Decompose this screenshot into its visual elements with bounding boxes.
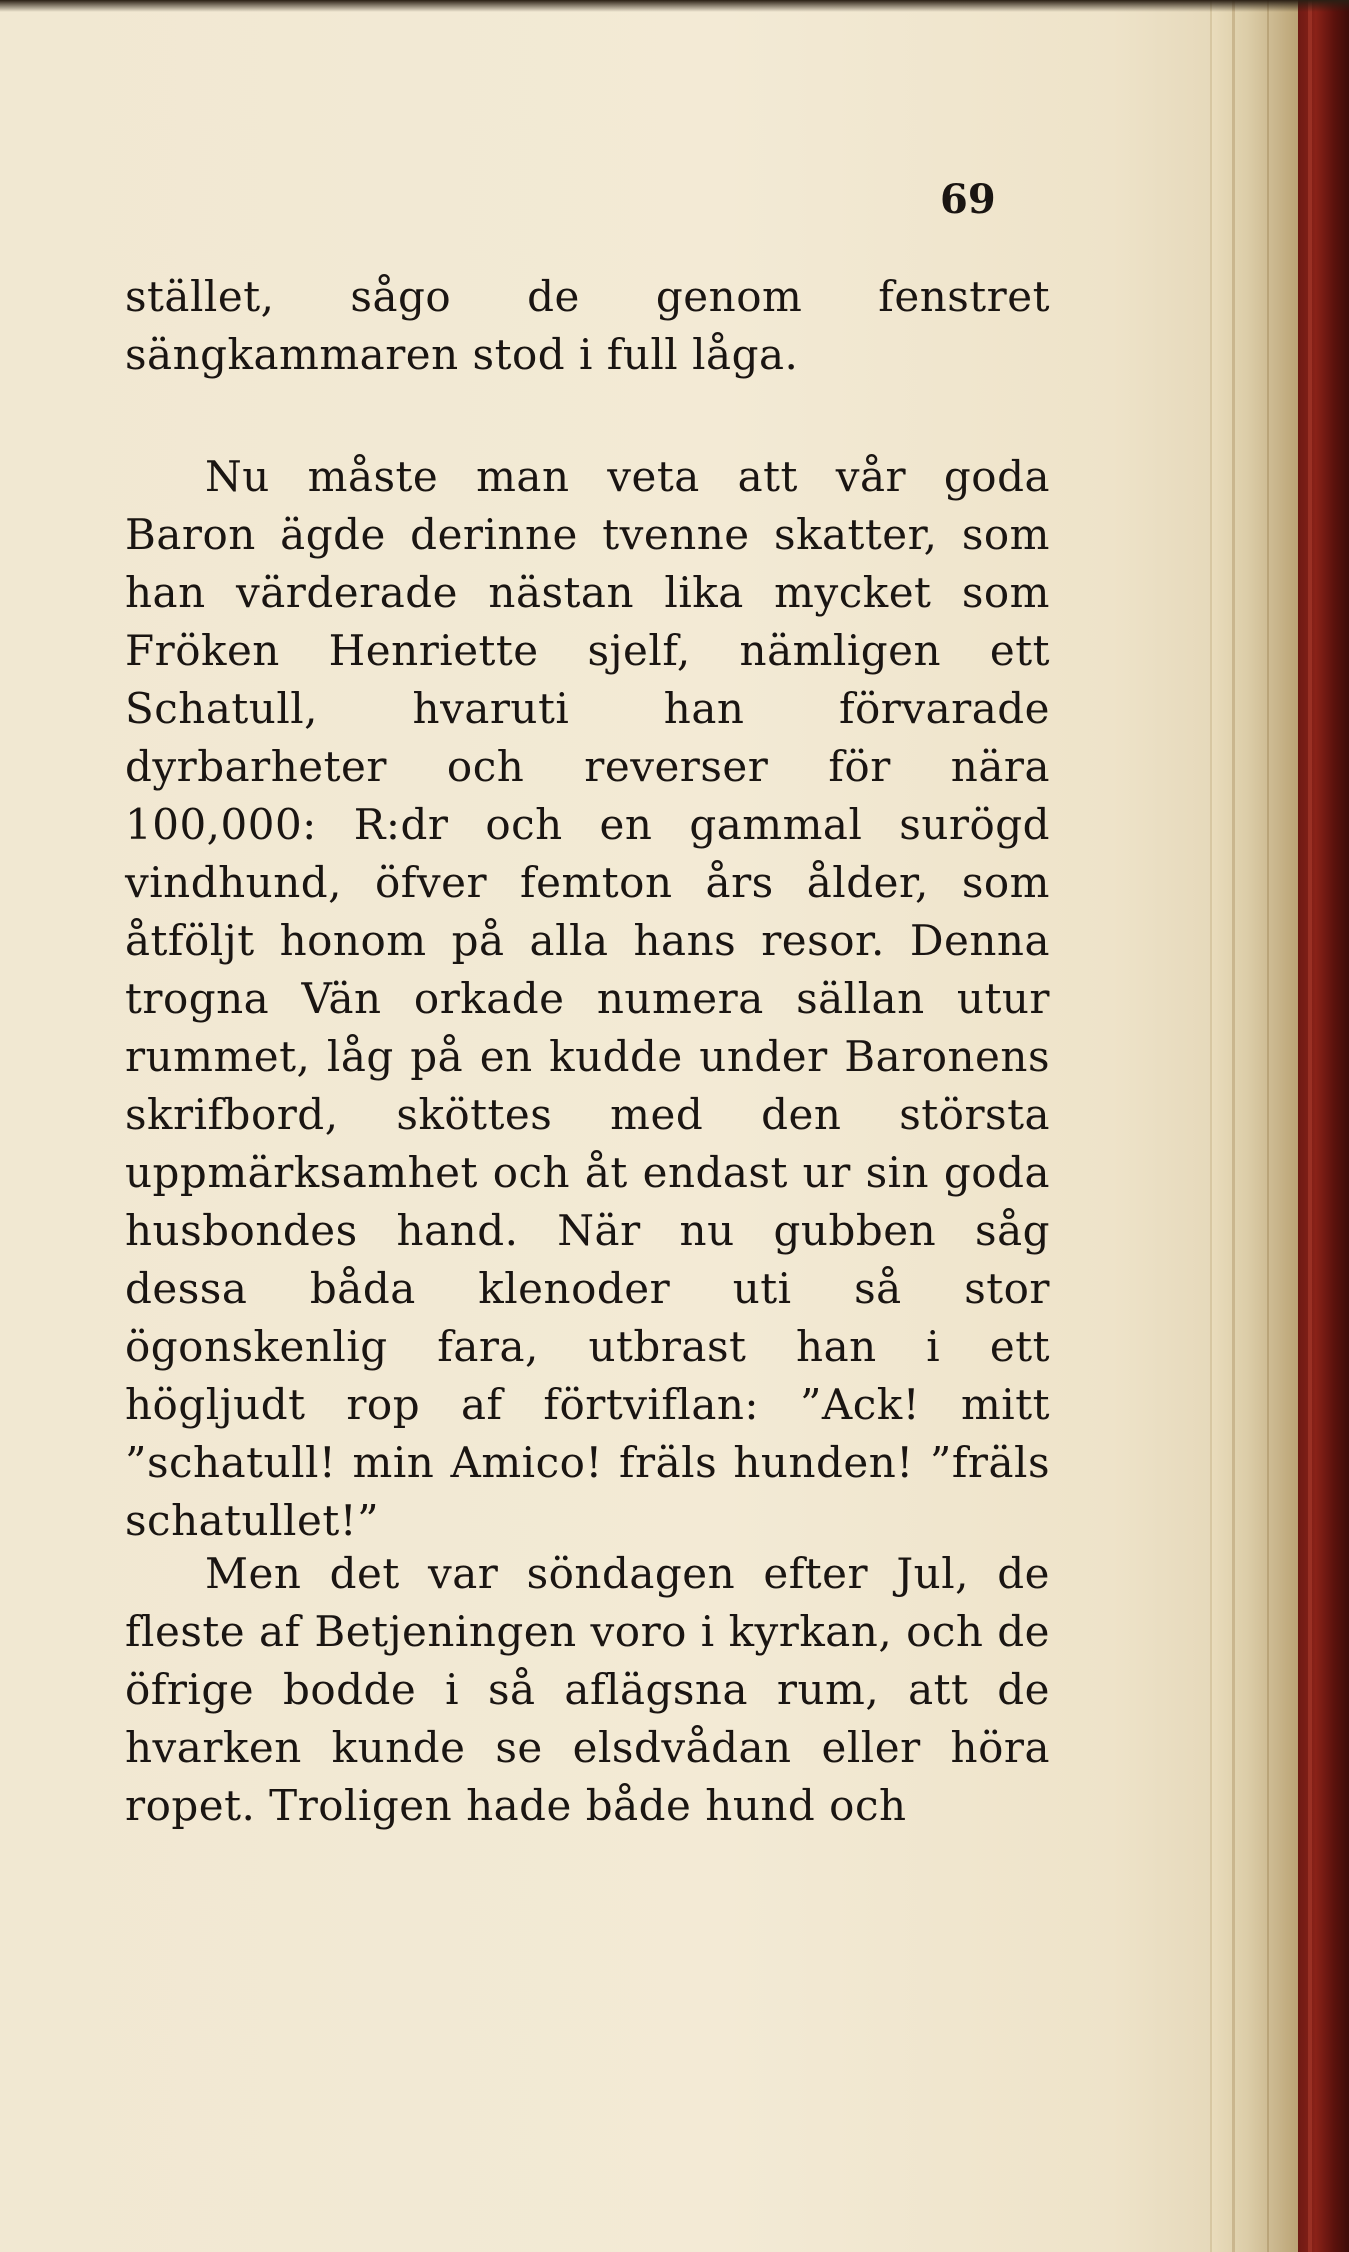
page-edges bbox=[1210, 0, 1300, 2252]
paragraph-3: Men det var söndagen efter Jul, de fleste af Betjeningen voro i kyrkan, och de öfrige bodde i så aflägsna rum, att de hvarken kunde se elsdvådan eller höra ropet. Troligen hade både hund och bbox=[125, 1549, 1051, 1830]
page-number: 69 bbox=[940, 176, 996, 223]
paragraph-1: stället, sågo de genom fenstret sängkammaren stod i full låga. bbox=[125, 272, 1050, 379]
paragraph-2: Nu måste man veta att vår goda Baron ägde derinne tvenne skatter, som han värderade nästan lika mycket som Fröken Henriette sjelf, nämligen ett Schatull, hvaruti han förvarade dyrbarheter och reverser för nära 100,000: R:dr och en gammal surögd vindhund, öfver femton års ålder, som åtföljt honom på alla hans resor. Denna trogna Vän orkade numera sällan utur rummet, låg på en kudde under Baronens skrifbord, sköttes med den största uppmärksamhet och åt endast ur sin goda husbondes hand. När nu gubben såg dessa båda klenoder uti så stor ögonskenlig fara, utbrast han i ett högljudt rop af förtviflan: ”Ack! mitt ”schatull! min Amico! fräls hunden! ”fräls schatullet!” bbox=[125, 452, 1050, 1545]
top-shadow bbox=[0, 0, 1349, 12]
book-binding bbox=[1298, 0, 1349, 2252]
